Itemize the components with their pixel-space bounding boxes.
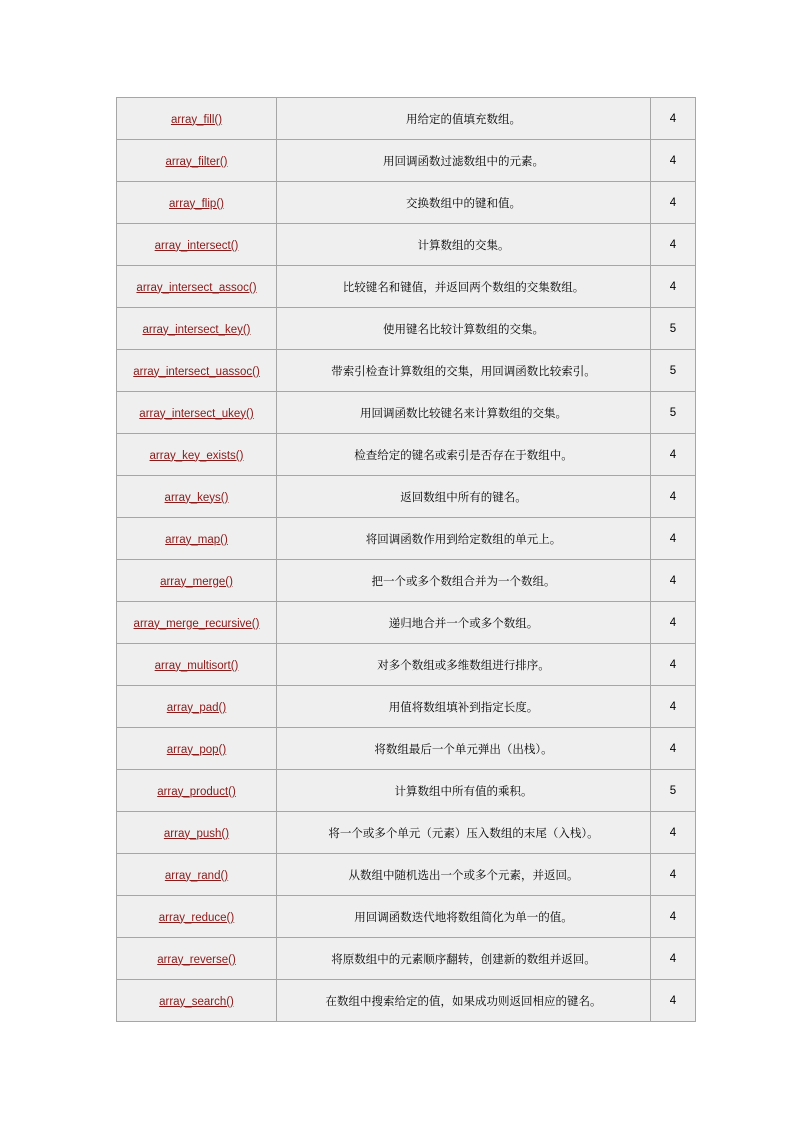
php-version: 4 bbox=[651, 644, 696, 686]
table-row bbox=[117, 728, 696, 770]
php-version: 4 bbox=[651, 98, 696, 140]
function-name-cell bbox=[117, 854, 277, 896]
function-name-cell bbox=[117, 518, 277, 560]
table-row bbox=[117, 812, 696, 854]
function-link[interactable]: array_rand() bbox=[164, 869, 229, 882]
php-version: 4 bbox=[651, 224, 696, 266]
php-version: 4 bbox=[651, 182, 696, 224]
function-link[interactable]: array_reduce() bbox=[158, 911, 235, 924]
php-version: 5 bbox=[651, 350, 696, 392]
function-name-cell bbox=[117, 896, 277, 938]
table-row bbox=[117, 182, 696, 224]
function-name-cell bbox=[117, 602, 277, 644]
php-version: 4 bbox=[651, 854, 696, 896]
table-row bbox=[117, 350, 696, 392]
function-link[interactable]: array_map() bbox=[165, 533, 228, 546]
table-row bbox=[117, 434, 696, 476]
function-link[interactable]: array_multisort() bbox=[154, 659, 239, 672]
function-link[interactable]: array_pad() bbox=[166, 701, 227, 714]
function-name-cell bbox=[117, 308, 277, 350]
table-row bbox=[117, 896, 696, 938]
function-link[interactable]: array_flip() bbox=[169, 197, 224, 210]
function-link[interactable]: array_keys() bbox=[164, 491, 229, 504]
function-description: 使用键名比较计算数组的交集。 bbox=[277, 308, 651, 350]
function-description: 用值将数组填补到指定长度。 bbox=[277, 686, 651, 728]
function-description: 交换数组中的键和值。 bbox=[277, 182, 651, 224]
php-version: 4 bbox=[651, 896, 696, 938]
table-row bbox=[117, 602, 696, 644]
function-description: 返回数组中所有的键名。 bbox=[277, 476, 651, 518]
function-link[interactable]: array_merge() bbox=[160, 575, 233, 588]
function-description: 检查给定的键名或索引是否存在于数组中。 bbox=[277, 434, 651, 476]
php-version: 4 bbox=[651, 980, 696, 1022]
function-description: 在数组中搜索给定的值，如果成功则返回相应的键名。 bbox=[277, 980, 651, 1022]
function-name-cell bbox=[117, 686, 277, 728]
function-link[interactable]: array_push() bbox=[163, 827, 230, 840]
table-row bbox=[117, 518, 696, 560]
function-description: 将一个或多个单元（元素）压入数组的末尾（入栈）。 bbox=[277, 812, 651, 854]
function-description: 用给定的值填充数组。 bbox=[277, 98, 651, 140]
table-row bbox=[117, 224, 696, 266]
php-version: 5 bbox=[651, 308, 696, 350]
table-row bbox=[117, 98, 696, 140]
table-row bbox=[117, 854, 696, 896]
table-row bbox=[117, 770, 696, 812]
php-version: 4 bbox=[651, 476, 696, 518]
function-name-cell bbox=[117, 644, 277, 686]
function-description: 带索引检查计算数组的交集，用回调函数比较索引。 bbox=[277, 350, 651, 392]
function-link[interactable]: array_filter() bbox=[165, 155, 228, 168]
function-link[interactable]: array_fill() bbox=[170, 113, 223, 126]
function-link[interactable]: array_intersect_key() bbox=[142, 323, 251, 336]
function-name-cell bbox=[117, 350, 277, 392]
table-row bbox=[117, 644, 696, 686]
function-table bbox=[116, 97, 696, 1022]
function-description: 将原数组中的元素顺序翻转，创建新的数组并返回。 bbox=[277, 938, 651, 980]
php-version: 4 bbox=[651, 728, 696, 770]
function-link[interactable]: array_product() bbox=[157, 785, 236, 798]
function-description: 将数组最后一个单元弹出（出栈）。 bbox=[277, 728, 651, 770]
function-name-cell bbox=[117, 98, 277, 140]
function-link[interactable]: array_intersect() bbox=[154, 239, 239, 252]
function-name-cell bbox=[117, 812, 277, 854]
function-description: 把一个或多个数组合并为一个数组。 bbox=[277, 560, 651, 602]
function-name-cell bbox=[117, 140, 277, 182]
function-description: 将回调函数作用到给定数组的单元上。 bbox=[277, 518, 651, 560]
php-version: 4 bbox=[651, 602, 696, 644]
function-link[interactable]: array_search() bbox=[159, 995, 234, 1008]
function-name-cell bbox=[117, 728, 277, 770]
php-version: 4 bbox=[651, 560, 696, 602]
php-version: 4 bbox=[651, 518, 696, 560]
function-description: 用回调函数迭代地将数组简化为单一的值。 bbox=[277, 896, 651, 938]
function-description: 比较键名和键值，并返回两个数组的交集数组。 bbox=[277, 266, 651, 308]
php-version: 4 bbox=[651, 434, 696, 476]
function-name-cell bbox=[117, 266, 277, 308]
function-name-cell bbox=[117, 560, 277, 602]
table-row bbox=[117, 308, 696, 350]
php-version: 5 bbox=[651, 770, 696, 812]
function-link[interactable]: array_key_exists() bbox=[149, 449, 244, 462]
function-name-cell bbox=[117, 770, 277, 812]
php-version: 5 bbox=[651, 392, 696, 434]
function-description: 递归地合并一个或多个数组。 bbox=[277, 602, 651, 644]
function-name-cell bbox=[117, 182, 277, 224]
function-link[interactable]: array_intersect_ukey() bbox=[139, 407, 254, 420]
php-version: 4 bbox=[651, 140, 696, 182]
function-description: 计算数组的交集。 bbox=[277, 224, 651, 266]
function-link[interactable]: array_pop() bbox=[166, 743, 227, 756]
php-version: 4 bbox=[651, 686, 696, 728]
function-name-cell bbox=[117, 980, 277, 1022]
function-description: 从数组中随机选出一个或多个元素，并返回。 bbox=[277, 854, 651, 896]
function-description: 对多个数组或多维数组进行排序。 bbox=[277, 644, 651, 686]
function-link[interactable]: array_merge_recursive() bbox=[133, 617, 260, 630]
function-description: 用回调函数过滤数组中的元素。 bbox=[277, 140, 651, 182]
php-version: 4 bbox=[651, 812, 696, 854]
function-description: 用回调函数比较键名来计算数组的交集。 bbox=[277, 392, 651, 434]
function-description: 计算数组中所有值的乘积。 bbox=[277, 770, 651, 812]
function-name-cell bbox=[117, 392, 277, 434]
function-link[interactable]: array_intersect_uassoc() bbox=[133, 365, 260, 378]
php-version: 4 bbox=[651, 266, 696, 308]
function-link[interactable]: array_intersect_assoc() bbox=[136, 281, 257, 294]
table-row bbox=[117, 980, 696, 1022]
function-name-cell bbox=[117, 938, 277, 980]
table-row bbox=[117, 266, 696, 308]
function-table-body bbox=[117, 98, 696, 1022]
table-row bbox=[117, 392, 696, 434]
php-version: 4 bbox=[651, 938, 696, 980]
function-name-cell bbox=[117, 476, 277, 518]
function-name-cell bbox=[117, 224, 277, 266]
table-row bbox=[117, 938, 696, 980]
function-link[interactable]: array_reverse() bbox=[157, 953, 236, 966]
table-row bbox=[117, 140, 696, 182]
table-row bbox=[117, 560, 696, 602]
table-row bbox=[117, 686, 696, 728]
function-name-cell bbox=[117, 434, 277, 476]
table-row bbox=[117, 476, 696, 518]
